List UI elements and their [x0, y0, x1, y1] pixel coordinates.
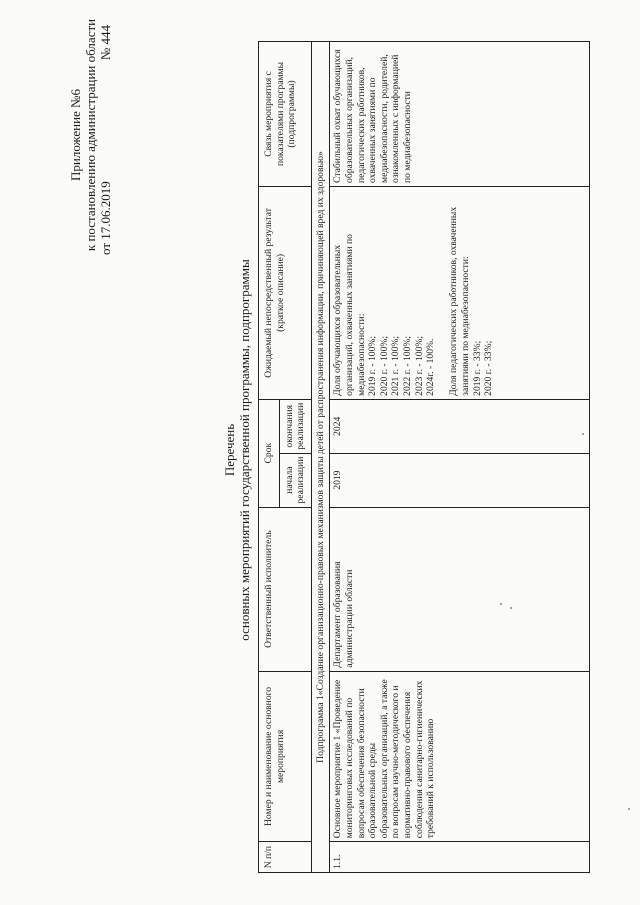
header-link: Связь мероприятия с показателями программы (подпрограммы) — [259, 42, 312, 187]
header-term: Срок — [259, 399, 280, 507]
appendix-date-line — [98, 15, 113, 255]
cell-end: 2024 — [330, 399, 590, 453]
header-name: Номер и наименование основного мероприятия — [259, 671, 312, 842]
appendix-date: от 17.06.2019 — [98, 181, 113, 255]
cell-executor: Департамент образования администрации области — [330, 507, 590, 671]
header-num: N п/п — [259, 842, 312, 873]
title-line-2: основных мероприятий государственной программы, подпрограммы — [237, 259, 252, 641]
header-end: окончания реализации — [279, 399, 311, 453]
appendix-title: Приложение №6 — [68, 89, 83, 181]
cell-link: Стабильный охват обучающихся образовательных организаций, педагогических работников, охваченных занятиями по медиабезопасности, родителей, ознакомленных с информацией по медиабезопасности — [330, 42, 590, 187]
table-row — [330, 42, 590, 873]
cell-start: 2019 — [330, 453, 590, 507]
cell-name: Основное мероприятие 1 «Проведение мониторинговых исследований по вопросам обеспечения безопасности образовательной среды образовательных организаций, а также по вопросам научно-методического и нормативно-правового обеспечения соблюдения санитарно-гигиенических требований к использованию — [330, 671, 590, 842]
scan-speck — [582, 433, 584, 435]
title-line-1: Перечень — [222, 423, 237, 477]
header-executor: Ответственный исполнитель — [259, 507, 312, 671]
cell-num: 1.1. — [330, 842, 590, 873]
page-title — [222, 145, 252, 755]
scan-speck — [510, 607, 512, 609]
header-start: начала реализации — [279, 453, 311, 507]
header-row-1 — [259, 42, 280, 873]
scan-speck — [500, 603, 502, 605]
subprogram-row — [311, 42, 330, 873]
subprogram-title: Подпрограмма 1«Создание организационно-правовых механизмов защиты детей от распространения информации, причиняющей вред их здоровью» — [311, 42, 330, 873]
appendix-header — [68, 15, 113, 255]
activities-table — [258, 41, 590, 873]
appendix-decree: к постановлению администрации области — [83, 18, 98, 252]
scan-speck — [628, 808, 630, 810]
appendix-number: № 444 — [98, 25, 113, 61]
cell-result: Доля обучающихся образовательных организаций, охваченных занятиями по медиабезопасности: 2019 г. - 100%; 2020 г. - 100%; 2021 г. - 100%; 2022 г. - 100%; 2023 г. - 100%; 2024г. - 100%. Доля педагогических работников, охваченных занятиями по медиабезопасности: 2019 г. - 33%; 2020 г. - 33%; — [330, 186, 590, 399]
header-result: Ожидаемый непосредственный результат (краткое описание) — [259, 186, 312, 399]
